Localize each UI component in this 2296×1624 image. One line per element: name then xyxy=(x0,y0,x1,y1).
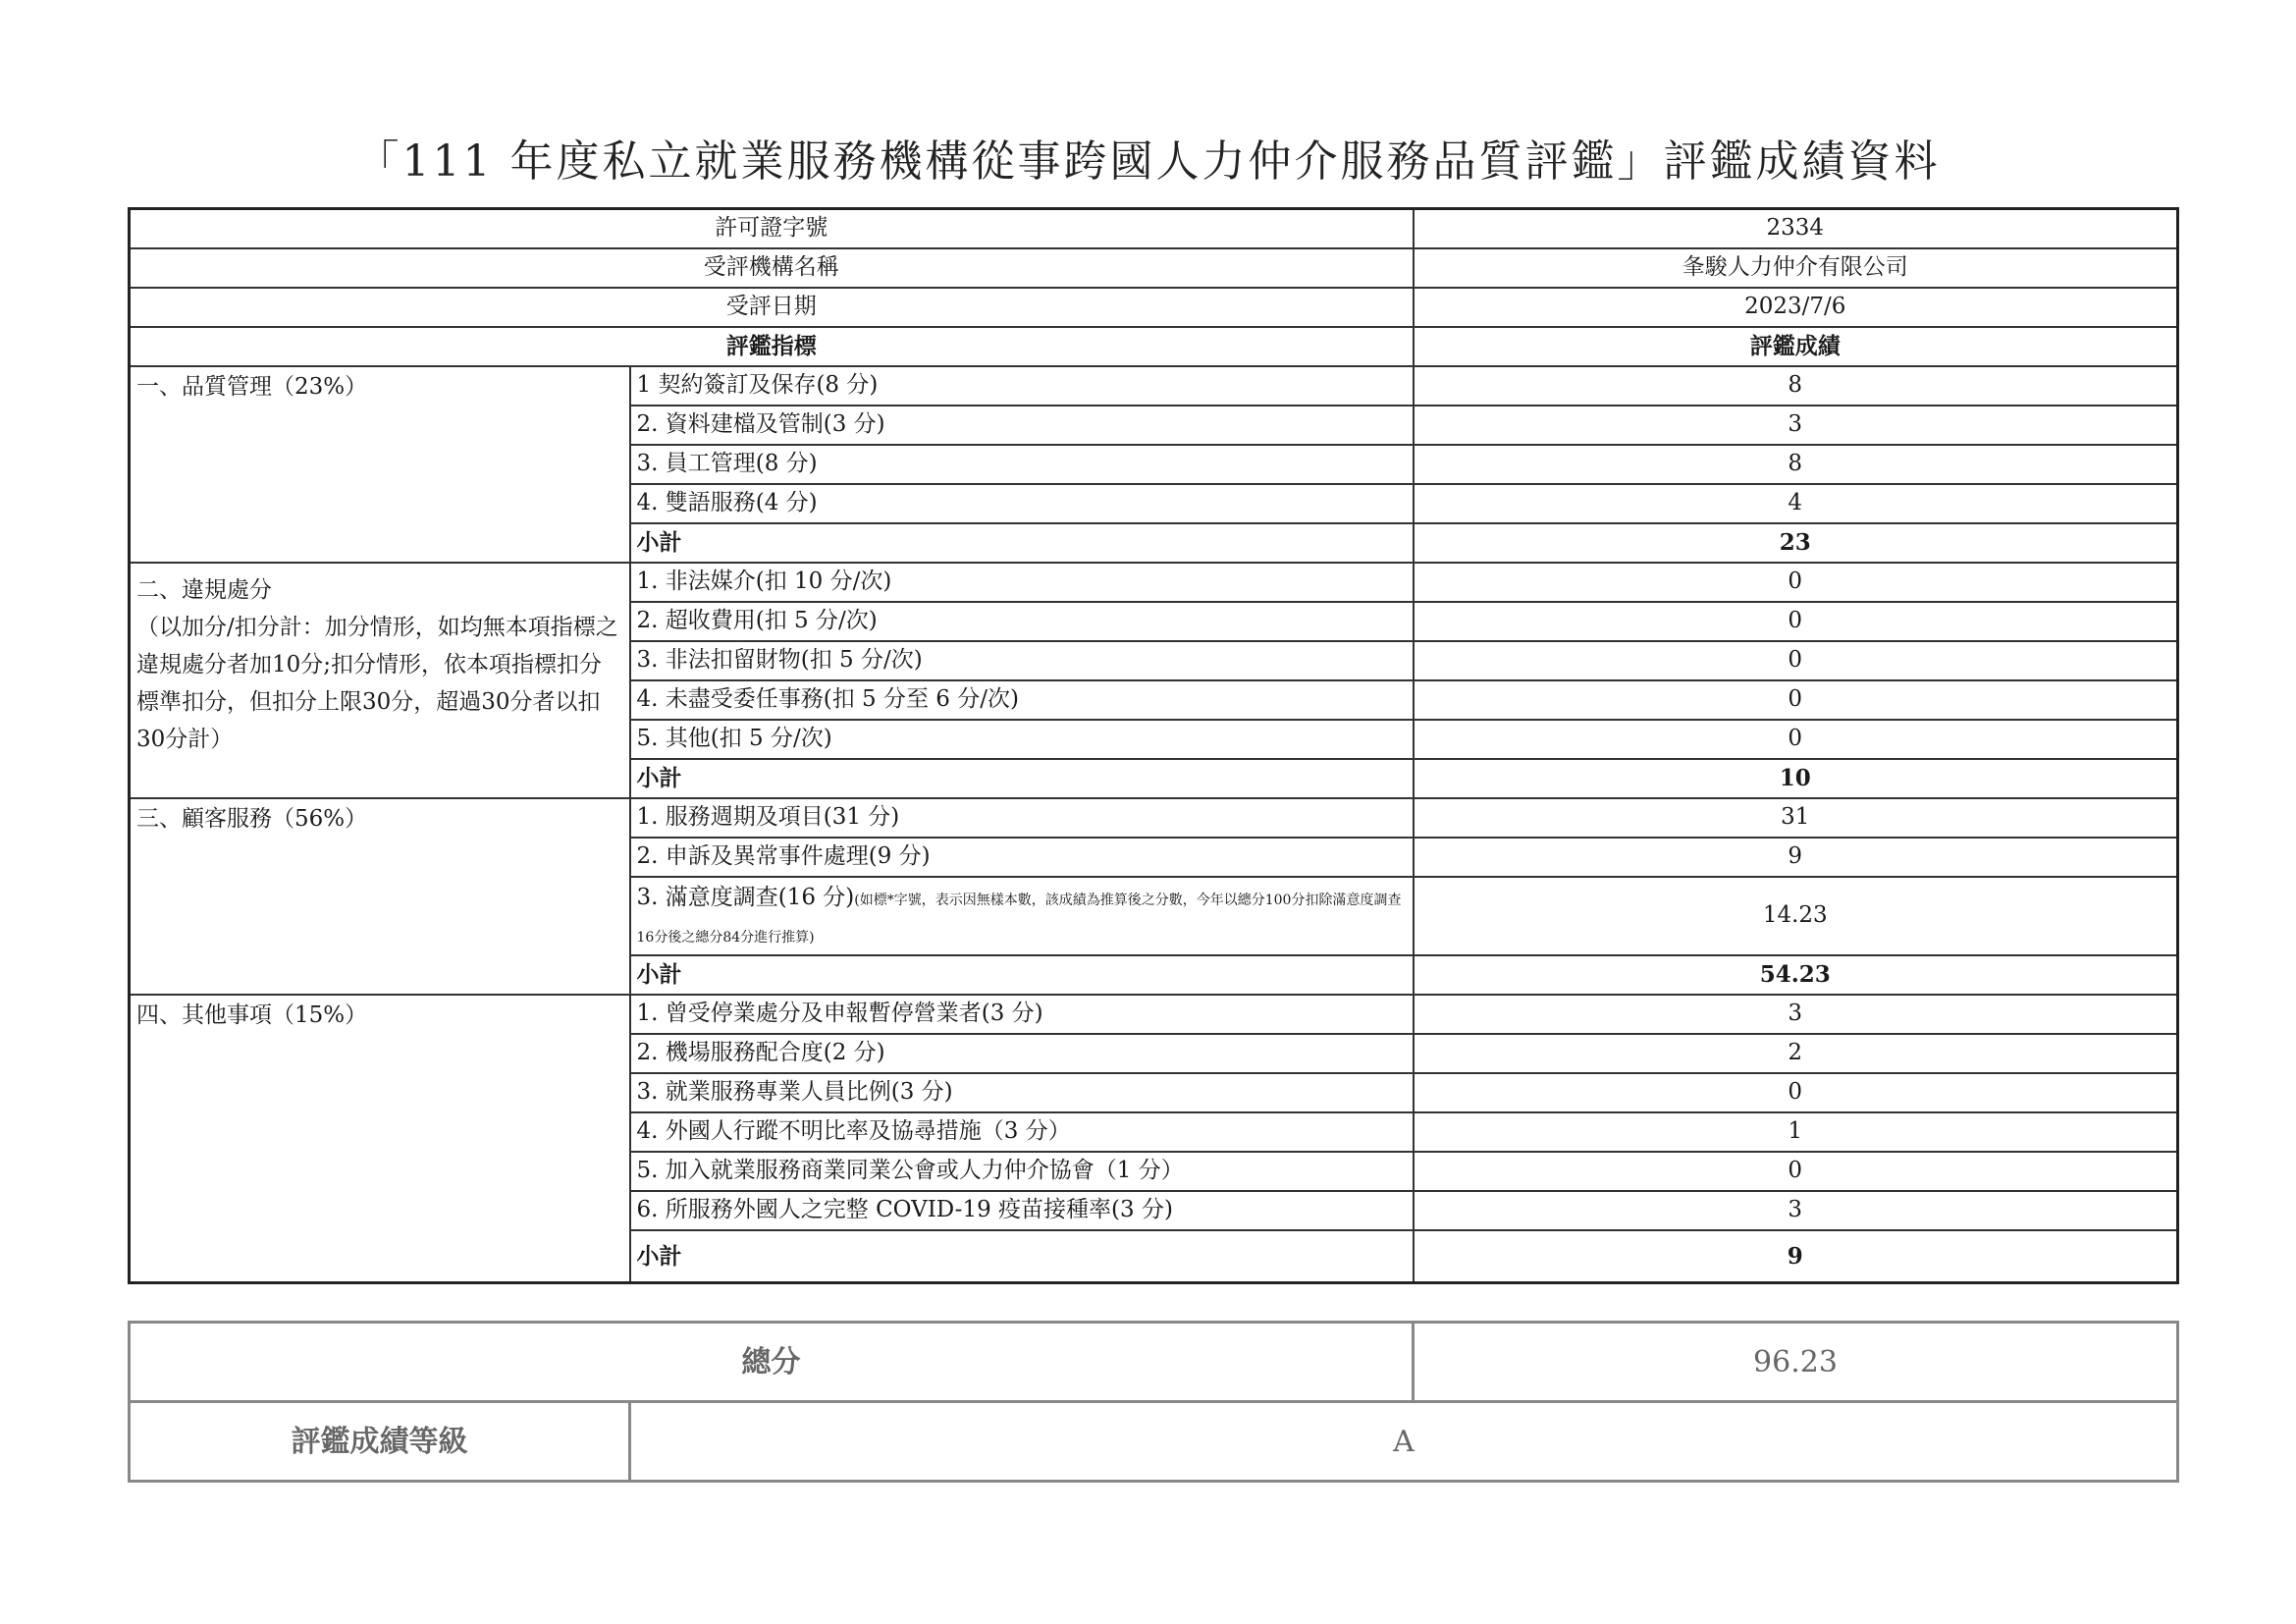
item-score: 14.23 xyxy=(1414,877,2178,955)
item-label: 4. 未盡受委任事務(扣 5 分至 6 分/次) xyxy=(630,680,1414,720)
subtotal-value: 23 xyxy=(1414,523,2178,563)
table-row xyxy=(130,248,2178,288)
item-label: 3. 滿意度調查(16 分) xyxy=(636,884,855,910)
item-label: 5. 其他(扣 5 分/次) xyxy=(630,720,1414,759)
item-label: 1. 服務週期及項目(31 分) xyxy=(630,798,1414,838)
subtotal-value: 54.23 xyxy=(1414,955,2178,995)
indicator-header: 評鑑指標 xyxy=(130,327,1414,366)
grade-label: 評鑑成績等級 xyxy=(130,1402,630,1482)
item-score: 0 xyxy=(1414,602,2178,641)
item-score: 0 xyxy=(1414,1073,2178,1112)
agency-value: 夆駿人力仲介有限公司 xyxy=(1414,248,2178,288)
item-label: 4. 外國人行蹤不明比率及協尋措施（3 分） xyxy=(630,1112,1414,1152)
table-row xyxy=(130,798,2178,838)
item-score: 0 xyxy=(1414,1152,2178,1191)
table-row xyxy=(130,288,2178,327)
item-score: 4 xyxy=(1414,484,2178,523)
item-label-with-note xyxy=(630,877,1414,955)
item-label: 3. 非法扣留財物(扣 5 分/次) xyxy=(630,641,1414,680)
item-score: 1 xyxy=(1414,1112,2178,1152)
category-other: 四、其他事項（15%） xyxy=(130,995,630,1283)
item-label: 1. 非法媒介(扣 10 分/次) xyxy=(630,563,1414,602)
subtotal-label: 小計 xyxy=(630,523,1414,563)
item-score: 3 xyxy=(1414,1191,2178,1230)
item-score: 0 xyxy=(1414,641,2178,680)
page-title: 「111 年度私立就業服務機構從事跨國人力仲介服務品質評鑑」評鑑成績資料 xyxy=(355,136,1941,187)
subtotal-value: 9 xyxy=(1414,1230,2178,1283)
item-label: 6. 所服務外國人之完整 COVID-19 疫苗接種率(3 分) xyxy=(630,1191,1414,1230)
agency-label: 受評機構名稱 xyxy=(130,248,1414,288)
date-value: 2023/7/6 xyxy=(1414,288,2178,327)
item-score: 3 xyxy=(1414,995,2178,1034)
table-row xyxy=(130,563,2178,602)
item-score: 8 xyxy=(1414,445,2178,484)
category-customer-service: 三、顧客服務（56%） xyxy=(130,798,630,995)
grade-row xyxy=(130,1402,2178,1482)
summary-table xyxy=(128,1321,2179,1483)
item-note: (如標*字號，表示因無樣本數，該成績為推算後之分數，今年以總分100分扣除滿意度調查16分後之總分84分進行推算) xyxy=(636,892,1402,946)
table-row xyxy=(130,209,2178,248)
category-title: 二、違規處分 xyxy=(136,576,272,603)
item-label: 3. 員工管理(8 分) xyxy=(630,445,1414,484)
date-label: 受評日期 xyxy=(130,288,1414,327)
item-label: 1. 曾受停業處分及申報暫停營業者(3 分) xyxy=(630,995,1414,1034)
total-label: 總分 xyxy=(130,1323,1414,1402)
subtotal-label: 小計 xyxy=(630,759,1414,798)
item-score: 0 xyxy=(1414,563,2178,602)
item-label: 2. 機場服務配合度(2 分) xyxy=(630,1034,1414,1073)
category-quality: 一、品質管理（23%） xyxy=(130,366,630,563)
item-label: 2. 超收費用(扣 5 分/次) xyxy=(630,602,1414,641)
item-score: 0 xyxy=(1414,720,2178,759)
table-row xyxy=(130,366,2178,406)
item-score: 9 xyxy=(1414,838,2178,877)
subtotal-label: 小計 xyxy=(630,1230,1414,1283)
item-label: 3. 就業服務專業人員比例(3 分) xyxy=(630,1073,1414,1112)
category-note: （以加分/扣分計：加分情形，如均無本項指標之違規處分者加10分;扣分情形，依本項指標扣分標準扣分，但扣分上限30分，超過30分者以扣30分計） xyxy=(136,614,618,752)
score-table xyxy=(128,207,2179,1284)
item-label: 2. 資料建檔及管制(3 分) xyxy=(630,406,1414,445)
grade-value: A xyxy=(630,1402,2178,1482)
item-score: 31 xyxy=(1414,798,2178,838)
item-label: 1 契約簽訂及保存(8 分) xyxy=(630,366,1414,406)
item-score: 8 xyxy=(1414,366,2178,406)
category-violation xyxy=(130,563,630,798)
item-label: 4. 雙語服務(4 分) xyxy=(630,484,1414,523)
item-label: 5. 加入就業服務商業同業公會或人力仲介協會（1 分） xyxy=(630,1152,1414,1191)
item-score: 3 xyxy=(1414,406,2178,445)
score-header: 評鑑成績 xyxy=(1414,327,2178,366)
item-score: 2 xyxy=(1414,1034,2178,1073)
table-row xyxy=(130,995,2178,1034)
item-label: 2. 申訴及異常事件處理(9 分) xyxy=(630,838,1414,877)
item-score: 0 xyxy=(1414,680,2178,720)
subtotal-value: 10 xyxy=(1414,759,2178,798)
license-value: 2334 xyxy=(1414,209,2178,248)
table-header-row xyxy=(130,327,2178,366)
total-value: 96.23 xyxy=(1414,1323,2178,1402)
total-row xyxy=(130,1323,2178,1402)
subtotal-label: 小計 xyxy=(630,955,1414,995)
license-label: 許可證字號 xyxy=(130,209,1414,248)
